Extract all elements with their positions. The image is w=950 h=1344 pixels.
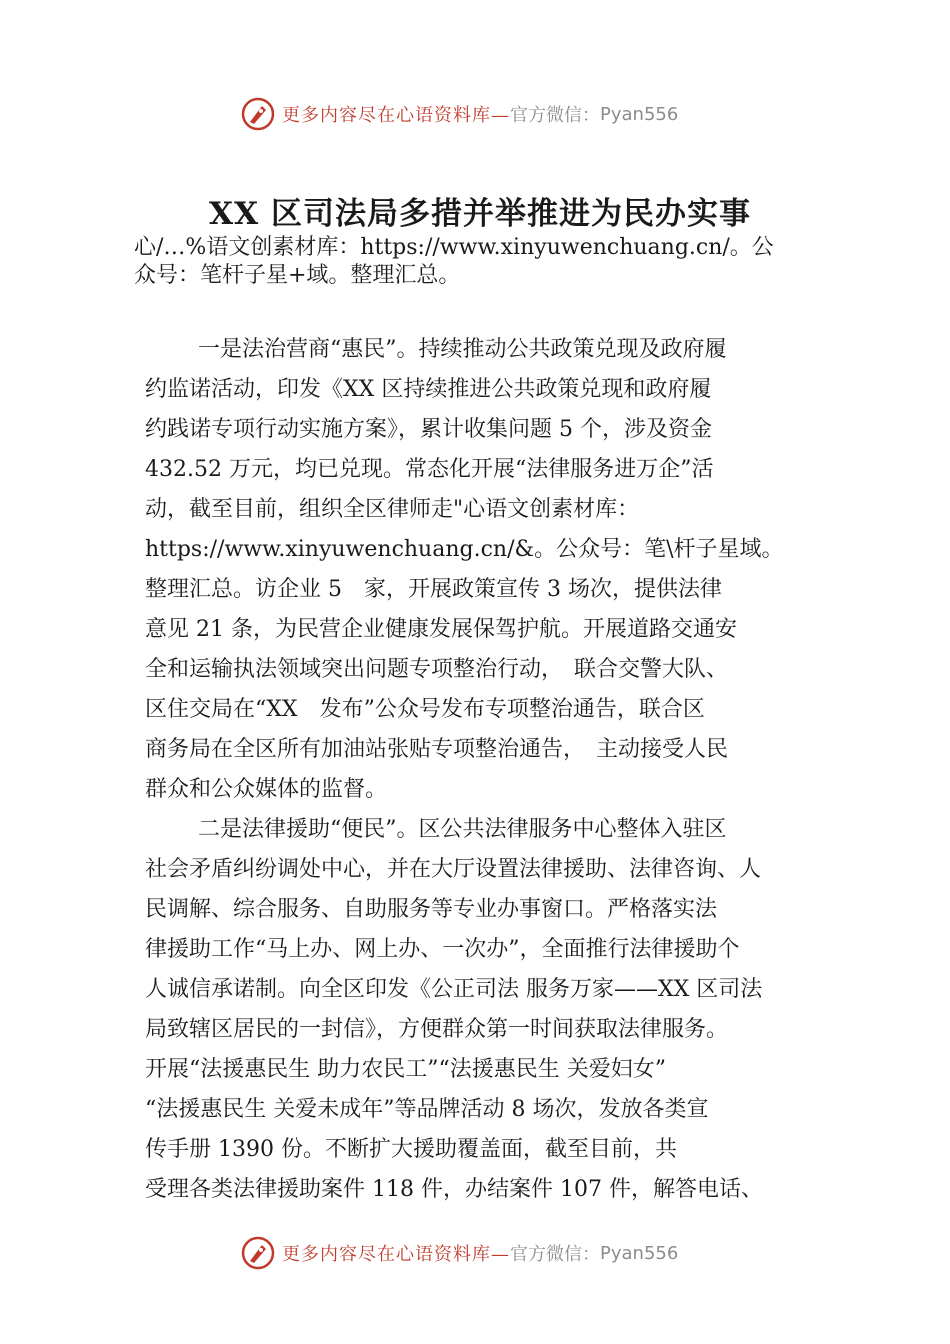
banner-contact-label: 官方微信：	[510, 105, 600, 126]
paragraph-line: https://www.xinyuwenchuang.cn/&。公众号：笔\杆子星域。	[145, 537, 784, 562]
paragraph-line: “法援惠民生 关爱未成年”等品牌活动 8 场次，发放各类宣	[145, 1097, 709, 1122]
paragraph-line: 动，截至目前，组织全区律师走"心语文创素材库：	[145, 497, 640, 522]
paragraph-line: 律援助工作“马上办、网上办、一次办”，全面推行法律援助个	[145, 937, 740, 962]
banner-handle: Pyan556	[600, 1242, 679, 1264]
banner-contact-label: 官方微信：	[510, 1244, 600, 1265]
pen-nib-logo-icon	[240, 1235, 276, 1271]
paragraph-line: 432.52 万元，均已兑现。常态化开展“法律服务进万企”活	[145, 457, 714, 482]
document-title: XX 区司法局多措并举推进为民办实事	[209, 196, 751, 232]
paragraph-line: 整理汇总。访企业 5 家，开展政策宣传 3 场次，提供法律	[145, 577, 722, 602]
paragraph-line: 约监诺活动，印发《XX 区持续推进公共政策兑现和政府履	[145, 377, 712, 402]
paragraph-line: 一是法治营商“惠民”。持续推动公共政策兑现及政府履	[198, 337, 727, 362]
paragraph-line: 民调解、综合服务、自助服务等专业办事窗口。严格落实法	[145, 897, 718, 922]
source-note-line: 众号：笔杆子星+域。整理汇总。	[134, 263, 461, 288]
document-body	[145, 330, 835, 1210]
paragraph-line: 意见 21 条，为民营企业健康发展保驾护航。开展道路交通安	[145, 617, 737, 642]
paragraph-line: 局致辖区居民的一封信》，方便群众第一时间获取法律服务。	[145, 1017, 729, 1042]
paragraph-line: 商务局在全区所有加油站张贴专项整治通告， 主动接受人民	[145, 737, 729, 762]
paragraph-line: 约践诺专项行动实施方案》，累计收集问题 5 个，涉及资金	[145, 417, 712, 442]
banner-handle: Pyan556	[600, 103, 679, 125]
paragraph-line: 受理各类法律援助案件 118 件，办结案件 107 件，解答电话、	[145, 1177, 763, 1202]
footer-watermark-banner	[240, 1233, 760, 1273]
banner-text: 更多内容尽在心语资料库—	[282, 105, 510, 126]
paragraph-line: 社会矛盾纠纷调处中心，并在大厅设置法律援助、法律咨询、人	[145, 857, 762, 882]
pen-nib-logo-icon	[240, 96, 276, 132]
paragraph-line: 人诚信承诺制。向全区印发《公正司法 服务万家——XX 区司法	[145, 977, 763, 1002]
paragraph-line: 群众和公众媒体的监督。	[145, 777, 388, 802]
source-note	[134, 234, 834, 290]
paragraph-line: 传手册 1390 份。不断扩大援助覆盖面，截至目前，共	[145, 1137, 677, 1162]
banner-text: 更多内容尽在心语资料库—	[282, 1244, 510, 1265]
source-note-line: 心/…%语文创素材库：https://www.xinyuwenchuang.cn/。公	[134, 235, 774, 260]
paragraph-line: 二是法律援助“便民”。区公共法律服务中心整体入驻区	[198, 817, 727, 842]
header-watermark-banner	[240, 94, 760, 134]
paragraph-line: 全和运输执法领域突出问题专项整治行动， 联合交警大队、	[145, 657, 729, 682]
paragraph-line: 开展“法援惠民生 助力农民工”“法援惠民生 关爱妇女”	[145, 1057, 666, 1082]
paragraph-line: 区住交局在“XX 发布”公众号发布专项整治通告，联合区	[145, 697, 705, 722]
